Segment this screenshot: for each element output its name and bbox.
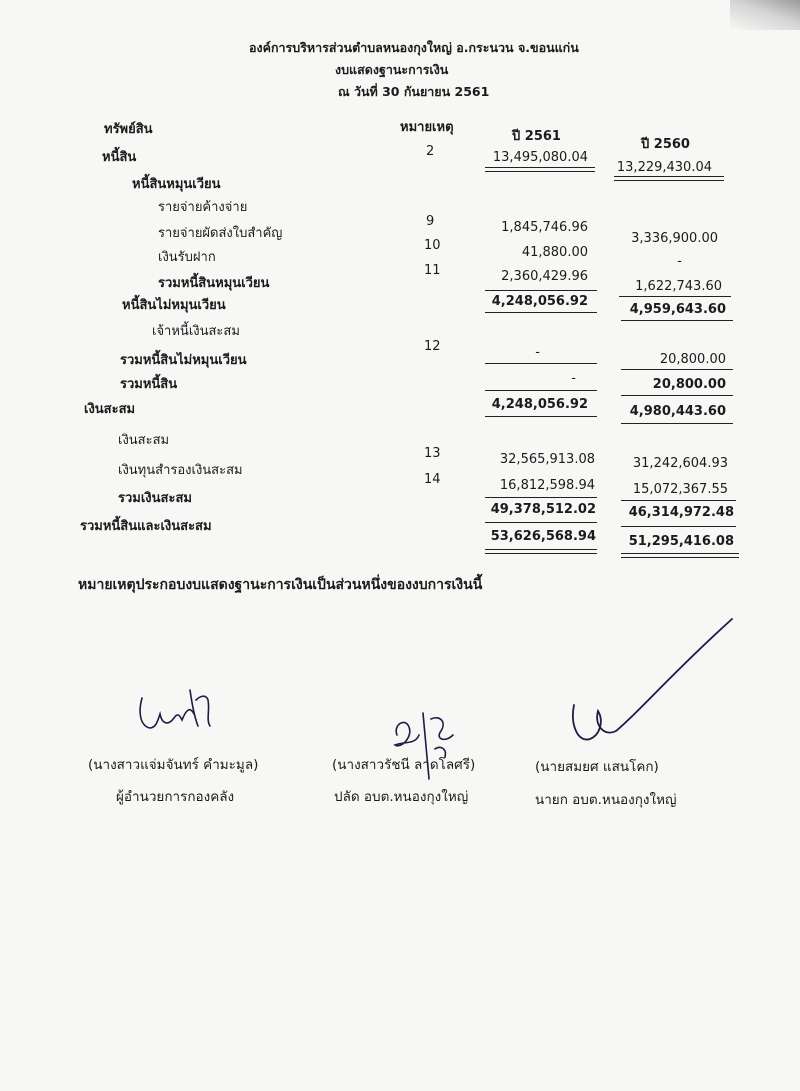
underline-2560 bbox=[614, 176, 724, 181]
row-value-2561-reserve-funds: 16,812,598.94 bbox=[499, 478, 595, 493]
row-note-deposits-received: 10 bbox=[424, 238, 441, 253]
row-note-total-current-liabilities: 11 bbox=[424, 263, 441, 278]
row-value-2560-non-current-liabilities: 4,959,643.60 bbox=[629, 302, 726, 317]
row-value-2561-total-current-liabilities: 2,360,429.96 bbox=[501, 269, 588, 284]
column-year-2561: ปี 2561 bbox=[512, 129, 561, 144]
row-value-2560-total-liabilities-equity: 51,295,416.08 bbox=[628, 534, 734, 549]
row-value-2560-total-equity: 46,314,972.48 bbox=[628, 505, 734, 520]
row-label-total-liabilities-equity: รวมหนี้สินและเงินสะสม bbox=[80, 519, 212, 534]
row-label-accrued-expenses: รายจ่ายค้างจ่าย bbox=[158, 200, 248, 215]
row-value-2560-total-non-current-liabilities: 20,800.00 bbox=[659, 352, 726, 367]
row-label-total-liabilities: รวมหนี้สิน bbox=[120, 377, 178, 392]
row-label-liabilities: หนี้สิน bbox=[102, 150, 137, 165]
underline-2560 bbox=[621, 320, 733, 321]
underline-2561 bbox=[485, 390, 597, 391]
row-value-2560-deposits-received: - bbox=[677, 254, 682, 269]
row-value-2561-total-equity: 49,378,512.02 bbox=[490, 502, 596, 517]
row-value-2560-total-liabilities: 20,800.00 bbox=[652, 377, 726, 392]
statement-date: ณ วันที่ 30 กันยายน 2561 bbox=[338, 84, 490, 99]
underline-2560 bbox=[621, 526, 736, 527]
row-value-2560-committed-expenses: 3,336,900.00 bbox=[631, 231, 718, 246]
row-note-reserve-fund-creditor: 12 bbox=[424, 339, 441, 354]
row-value-2561-deposits-received: 41,880.00 bbox=[521, 245, 588, 260]
signatory-1-name: (นางสาวแจ่มจันทร์ คำมะมูล) bbox=[88, 757, 259, 773]
underline-2561 bbox=[485, 497, 597, 498]
row-note-reserve-funds: 14 bbox=[424, 472, 441, 487]
underline-2561 bbox=[485, 416, 597, 417]
row-label-total-non-current-liabilities: รวมหนี้สินไม่หมุนเวียน bbox=[120, 353, 247, 368]
row-label-total-equity: รวมเงินสะสม bbox=[118, 491, 192, 506]
row-value-2561-total-non-current-liabilities: - bbox=[535, 345, 540, 360]
signatory-3-name: (นายสมยศ แสนโคก) bbox=[535, 759, 659, 775]
row-value-2560-liabilities: 13,229,430.04 bbox=[616, 160, 712, 175]
double-underline-2560 bbox=[621, 553, 739, 558]
statement-title: งบแสดงฐานะการเงิน bbox=[335, 62, 449, 77]
row-value-2561-equity: 4,248,056.92 bbox=[491, 397, 588, 412]
row-label-current-liabilities: หนี้สินหมุนเวียน bbox=[132, 177, 221, 192]
underline-2560 bbox=[621, 423, 733, 424]
row-label-committed-expenses: รายจ่ายผัดส่งใบสำคัญ bbox=[158, 226, 283, 241]
signatory-2-name: (นางสาวรัชนี ลาดโลศรี) bbox=[332, 757, 476, 773]
org-title: องค์การบริหารส่วนตำบลหนองกุงใหญ่ อ.กระนวน จ.ขอนแก่น bbox=[249, 40, 579, 55]
signatory-3-title: นายก อบต.หนองกุงใหญ่ bbox=[535, 792, 677, 808]
row-value-2561-accumulated-funds: 32,565,913.08 bbox=[499, 452, 595, 467]
underline-2561 bbox=[485, 312, 597, 313]
underline-2561 bbox=[485, 363, 597, 364]
row-value-2560-equity: 4,980,443.60 bbox=[629, 404, 726, 419]
underline-2560 bbox=[621, 369, 733, 370]
paper-edge-shadow bbox=[730, 0, 800, 30]
row-label-deposits-received: เงินรับฝาก bbox=[158, 250, 216, 265]
signature-3 bbox=[560, 615, 740, 755]
signature-1 bbox=[130, 680, 230, 740]
underline-2561 bbox=[485, 167, 595, 172]
column-note: หมายเหตุ bbox=[400, 120, 454, 135]
underline-2560 bbox=[619, 296, 731, 297]
row-value-2560-reserve-funds: 15,072,367.55 bbox=[632, 482, 728, 497]
row-value-2561-non-current-liabilities: 4,248,056.92 bbox=[491, 294, 588, 309]
row-label-total-current-liabilities: รวมหนี้สินหมุนเวียน bbox=[158, 276, 270, 291]
underline-2560 bbox=[621, 395, 733, 396]
double-underline-2561 bbox=[485, 549, 597, 554]
underline-2561 bbox=[485, 522, 597, 523]
row-note-committed-expenses: 9 bbox=[426, 214, 435, 229]
underline-2561 bbox=[485, 290, 597, 291]
row-label-non-current-liabilities: หนี้สินไม่หมุนเวียน bbox=[122, 298, 226, 313]
row-value-2561-total-liabilities-equity: 53,626,568.94 bbox=[490, 529, 596, 544]
row-value-2561-committed-expenses: 1,845,746.96 bbox=[501, 220, 588, 235]
row-note-liabilities: 2 bbox=[426, 144, 435, 159]
footnote: หมายเหตุประกอบงบแสดงฐานะการเงินเป็นส่วนหนึ่งของงบการเงินนี้ bbox=[78, 577, 483, 593]
row-value-2560-accumulated-funds: 31,242,604.93 bbox=[632, 456, 728, 471]
row-label-reserve-funds: เงินทุนสำรองเงินสะสม bbox=[118, 463, 243, 478]
row-label-reserve-fund-creditor: เจ้าหนี้เงินสะสม bbox=[152, 324, 240, 339]
underline-2560 bbox=[621, 500, 736, 501]
column-year-2560: ปี 2560 bbox=[641, 137, 690, 152]
signature-2 bbox=[375, 705, 475, 785]
row-value-2561-total-liabilities: - bbox=[571, 371, 576, 386]
column-item: ทรัพย์สิน bbox=[104, 122, 153, 137]
row-note-accumulated-funds: 13 bbox=[424, 446, 441, 461]
row-label-equity: เงินสะสม bbox=[84, 402, 136, 417]
row-value-2561-liabilities: 13,495,080.04 bbox=[492, 150, 588, 165]
signatory-2-title: ปลัด อบต.หนองกุงใหญ่ bbox=[334, 789, 469, 805]
signatory-1-title: ผู้อำนวยการกองคลัง bbox=[116, 789, 235, 805]
row-label-accumulated-funds: เงินสะสม bbox=[118, 433, 170, 448]
row-value-2560-total-current-liabilities: 1,622,743.60 bbox=[635, 279, 722, 294]
